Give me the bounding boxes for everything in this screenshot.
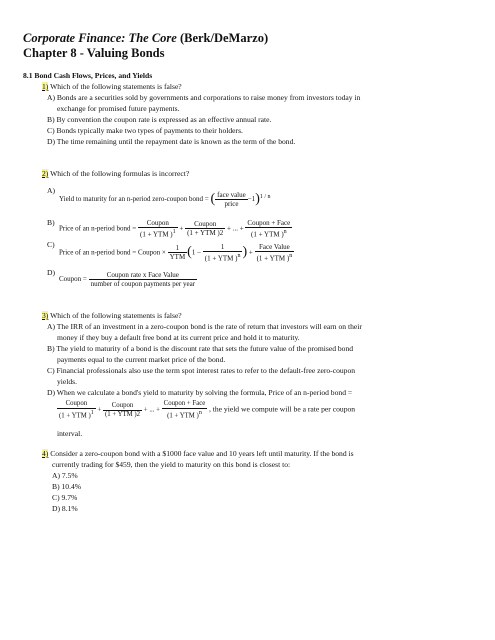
q2-formula-a-text: Yield to maturity for an n-period zero-coupon bond = (59, 195, 209, 204)
superscript: 1 (90, 410, 94, 416)
fraction (57, 400, 96, 420)
q3-option-a-cont: money if they buy a default free bond at its current price and hold it to maturity. (57, 333, 300, 342)
q3-option-b: B) The yield to maturity of a bond is the discount rate that sets the future value of the promised bond (47, 344, 354, 353)
superscript: n (237, 253, 241, 259)
denominator-text: (1 + YTM ) (59, 412, 91, 420)
q1-option-c: C) Bonds typically make two types of payments to their holders. (47, 126, 243, 135)
q2-formula-d (59, 271, 197, 288)
denominator (245, 228, 292, 238)
question-2 (42, 169, 189, 179)
fraction (168, 244, 188, 261)
superscript: n (289, 253, 293, 259)
q3-option-d-tail: , the yield we compute will be a rate per coupon (208, 404, 356, 414)
denominator (255, 252, 295, 262)
book-title (23, 31, 268, 46)
paren-close: ) (242, 244, 248, 260)
question-4-number: 4) (42, 449, 49, 458)
question-3-number: 3) (42, 311, 49, 320)
denominator-text: (1 + YTM ) (204, 254, 238, 263)
question-3-text: Which of the following statements is false? (50, 311, 182, 320)
q4-option-a: A) 7.5% (52, 471, 78, 480)
denominator (57, 409, 96, 420)
q3-option-c: C) Financial professionals also use the term spot interest rates to refer to the default-free zero-coupon (47, 366, 356, 375)
numerator: Coupon (185, 220, 225, 229)
q3-option-b-cont: payments equal to the current market price of the bond. (57, 355, 226, 364)
minus-one: −1 (247, 195, 256, 204)
book-name: Corporate Finance: The Core (23, 31, 177, 45)
q1-option-b: B) By convention the coupon rate is expressed as an effective annual rate. (47, 115, 272, 124)
question-1-text: Which of the following statements is false? (50, 82, 182, 91)
q2-option-b-label: B) (47, 218, 55, 227)
fraction (215, 191, 248, 208)
q2-option-d-label: D) (47, 268, 56, 277)
denominator (162, 409, 208, 420)
q1-option-d: D) The time remaining until the repayment date is known as the term of the bond. (47, 137, 296, 146)
q3-option-a: A) The IRR of an investment in a zero-coupon bond is the rate of return that investors will earn on their (47, 322, 362, 331)
q4-option-d: D) 8.1% (52, 504, 78, 513)
fraction (138, 219, 178, 238)
paren-open: ( (187, 244, 192, 260)
numerator: Coupon (103, 402, 142, 411)
numerator: 1 (203, 243, 243, 252)
plus-sign: + (97, 406, 102, 414)
denominator-text: (1 + YTM ) (256, 254, 290, 263)
q2-formula-b-text: Price of an n-period bond = (59, 224, 137, 233)
one-minus: 1 − (191, 248, 202, 257)
fraction (89, 271, 197, 288)
paren-close: ) (255, 191, 260, 207)
q2-option-a-label: A) (47, 186, 56, 195)
question-2-number: 2) (42, 169, 49, 178)
chapter-title: Chapter 8 - Valuing Bonds (23, 46, 165, 60)
section-heading: 8.1 Bond Cash Flows, Prices, and Yields (23, 71, 153, 80)
fraction (245, 219, 292, 238)
fraction (185, 220, 225, 237)
q3-option-c-cont: yields. (57, 377, 78, 386)
fraction (162, 400, 208, 420)
numerator: Coupon + Face (247, 219, 291, 227)
fraction (103, 402, 142, 419)
fraction (203, 243, 243, 262)
paren-open: ( (210, 191, 216, 207)
fraction (255, 243, 295, 262)
question-1-number: 1) (42, 82, 49, 91)
numerator: face value (217, 191, 246, 199)
denominator-text: (1 + YTM ) (251, 230, 284, 239)
q2-formula-d-text: Coupon = (59, 275, 87, 284)
plus-sign: + (179, 224, 184, 233)
numerator: Coupon (138, 219, 178, 228)
q2-formula-a (59, 191, 271, 208)
ellipsis-sign: + ... + (227, 224, 244, 233)
q2-option-c-label: C) (47, 240, 55, 249)
superscript: 1 (172, 229, 176, 235)
denominator-text: (1 + YTM ) (139, 230, 173, 239)
book-authors: (Berk/DeMarzo) (179, 31, 269, 45)
q4-option-c: C) 9.7% (52, 493, 78, 502)
denominator: price (224, 200, 239, 208)
question-4 (42, 449, 354, 459)
q2-formula-c (59, 243, 294, 262)
denominator: YTM (169, 253, 186, 262)
q4-option-b: B) 10.4% (52, 482, 82, 491)
question-2-text: Which of the following formulas is incorrect? (50, 169, 190, 178)
q3-formula-d (57, 400, 355, 420)
question-3 (42, 311, 182, 321)
q2-formula-c-text: Price of an n-period bond = Coupon × (59, 248, 166, 257)
question-4-text: Consider a zero-coupon bond with a $1000 face value and 10 years left until maturity. If the bond is (50, 449, 354, 458)
q1-option-a-cont: exchange for promised future payments. (57, 104, 180, 113)
numerator: Coupon rate x Face Value (89, 271, 197, 280)
ellipsis-sign: + ... + (143, 406, 160, 414)
superscript: n (198, 410, 202, 416)
question-4-text-cont: currently trading for $459, then the yield to maturity on this bond is closest to: (52, 460, 291, 469)
plus-sign: + (248, 248, 253, 257)
superscript: n (283, 229, 287, 235)
exponent: 1 / n (259, 193, 271, 200)
q3-option-d: D) When we calculate a bond's yield to maturity by solving the formula, Price of an n-period bond = (47, 388, 353, 397)
q3-option-d-end: interval. (57, 429, 83, 438)
q2-formula-b (59, 219, 292, 238)
numerator: Face Value (255, 243, 295, 252)
denominator: number of coupon payments per year (90, 280, 196, 288)
denominator (203, 252, 243, 262)
denominator: (1 + YTM )2 (104, 410, 141, 418)
denominator-text: (1 + YTM ) (167, 412, 199, 420)
numerator: Coupon (57, 400, 96, 409)
numerator: 1 (168, 244, 188, 253)
question-1 (42, 82, 182, 92)
denominator (138, 228, 178, 238)
numerator: Coupon + Face (163, 400, 206, 407)
q1-option-a: A) Bonds are a securities sold by governments and corporations to raise money from investors today in (47, 93, 361, 102)
denominator: (1 + YTM )2 (187, 229, 224, 238)
